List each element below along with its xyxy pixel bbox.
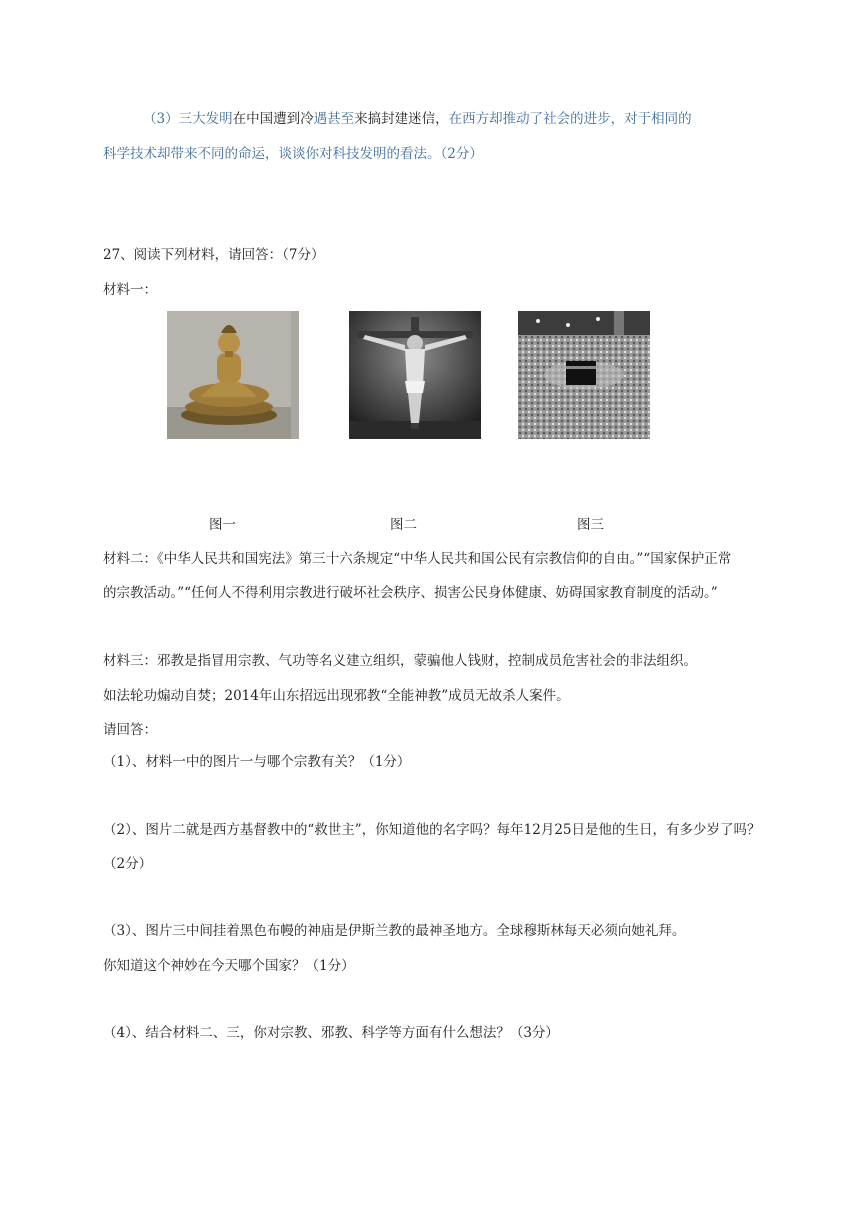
kaaba-crowd-photo — [518, 311, 650, 439]
figure-2-caption: 图二 — [390, 517, 417, 533]
material3-line-1: 材料三：邪教是指冒用宗教、气功等名义建立组织，蒙骗他人钱财，控制成员危害社会的非法组织。 — [103, 653, 697, 669]
material2-line-1: 材料二：《中华人民共和国宪法》第三十六条规定“中华人民共和国公民有宗教信仰的自由。”“国家保护正常 — [103, 551, 732, 567]
material1-label: 材料一： — [103, 282, 157, 298]
material3-line-2: 如法轮功煽动自焚；2014年山东招远出现邪教“全能神教”成员无故杀人案件。 — [103, 688, 570, 704]
q3-line-2: 科学技术却带来不同的命运，谈谈你对科技发明的看法。（2分） — [103, 146, 483, 162]
q3-segment-2: 在中国遭到冷 — [232, 111, 314, 127]
sub-question-4: （4）、结合材料二、三，你对宗教、邪教、科学等方面有什么想法？（3分） — [103, 1025, 559, 1041]
crucifix-photo — [349, 311, 481, 439]
buddha-statue-photo — [167, 311, 299, 439]
sub-question-3-line-1: （3）、图片三中间挂着黑色布幔的神庙是伊斯兰教的最神圣地方。全球穆斯林每天必须向她礼拜。 — [103, 923, 686, 939]
sub-question-1: （1）、材料一中的图片一与哪个宗教有关？（1分） — [103, 754, 411, 770]
answer-prompt: 请回答： — [103, 722, 157, 738]
q3-line-1 — [143, 109, 692, 129]
sub-question-3-line-2: 你知道这个神妙在今天哪个国家？（1分） — [103, 958, 355, 974]
q3-segment-1: （3）三大发明 — [143, 111, 233, 127]
figure-1-caption: 图一 — [209, 517, 236, 533]
q3-segment-5: 在西方却推动了社会的进步，对于相同的 — [448, 111, 692, 127]
q3-segment-4: 来搞封建迷信， — [354, 111, 449, 127]
material2-line-2: 的宗教活动。”“任何人不得利用宗教进行破坏社会秩序、损害公民身体健康、妨碍国家教育制度的活动。” — [103, 585, 718, 601]
q27-heading: 27、阅读下列材料，请回答：（7分） — [103, 247, 325, 263]
q3-segment-3: 遇甚至 — [313, 111, 355, 127]
sub-question-2-line-2: （2分） — [103, 856, 153, 872]
sub-question-2-line-1: （2）、图片二就是西方基督教中的“救世主”，你知道他的名字吗？每年12月25日是他的生日，有多少岁了吗？ — [103, 822, 761, 838]
figure-3-caption: 图三 — [577, 517, 604, 533]
